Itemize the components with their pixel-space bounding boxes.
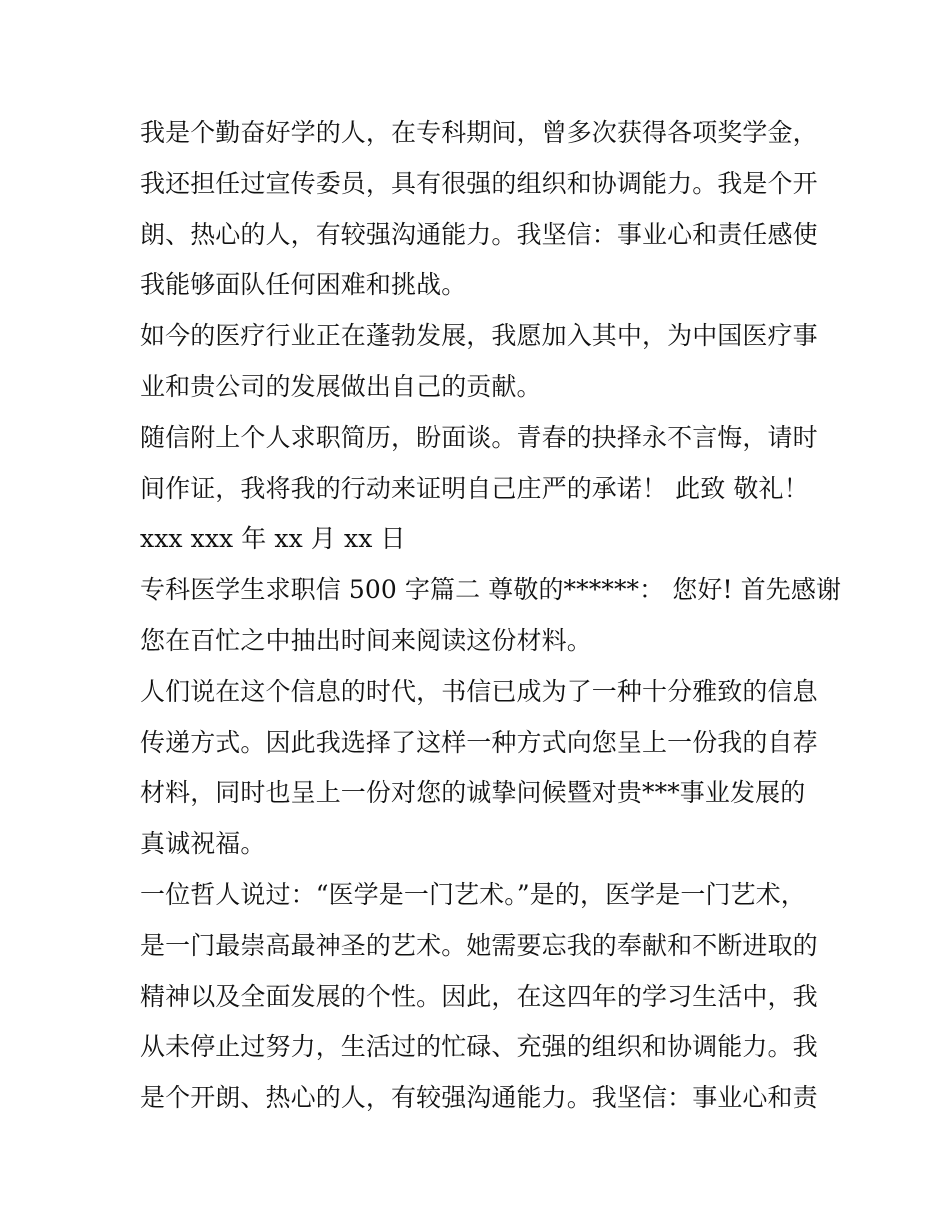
text-line: 随信附上个人求职简历，盼面谈。青春的抉择永不言悔，请时 [140, 422, 818, 452]
text-line: 我能够面队任何困难和挑战。 [140, 270, 467, 300]
signature-date-line: xxx xxx 年 xx 月 xx 日 [140, 524, 406, 554]
text-line: 专科医学生求职信 500 字篇二 尊敬的******： 您好! 首先感谢 [140, 575, 842, 605]
document-body [140, 108, 842, 1124]
text-line: 是一门最崇高最神圣的艺术。她需要忘我的奉献和不断进取的 [140, 930, 818, 960]
text-line: 从未停止过努力，生活过的忙碌、充强的组织和协调能力。我 [140, 1032, 818, 1062]
text-line: 一位哲人说过：“医学是一门艺术。”是的，医学是一门艺术， [140, 879, 806, 909]
text-line: 我是个勤奋好学的人，在专科期间，曾多次获得各项奖学金， [140, 118, 818, 147]
text-line: 朗、热心的人，有较强沟通能力。我坚信：事业心和责任感使 [140, 219, 818, 249]
text-line: 如今的医疗行业正在蓬勃发展，我愿加入其中，为中国医疗事 [140, 321, 818, 351]
text-line: 我还担任过宣传委员，具有很强的组织和协调能力。我是个开 [140, 168, 818, 198]
text-line: 真诚祝福。 [140, 829, 266, 859]
text-line: 间作证，我将我的行动来证明自己庄严的承诺！ 此致 敬礼！ [140, 473, 809, 503]
text-line: 人们说在这个信息的时代，书信已成为了一种十分雅致的信息 [140, 676, 818, 706]
text-line: 是个开朗、热心的人，有较强沟通能力。我坚信：事业心和责 [140, 1083, 818, 1113]
text-line: 业和贵公司的发展做出自己的贡献。 [140, 371, 542, 401]
text-line: 精神以及全面发展的个性。因此，在这四年的学习生活中，我 [140, 981, 818, 1011]
text-line: 材料，同时也呈上一份对您的诚挚问候暨对贵***事业发展的 [140, 778, 806, 808]
text-line: 传递方式。因此我选择了这样一种方式向您呈上一份我的自荐 [140, 727, 818, 757]
text-line: 您在百忙之中抽出时间来阅读这份材料。 [140, 625, 592, 655]
